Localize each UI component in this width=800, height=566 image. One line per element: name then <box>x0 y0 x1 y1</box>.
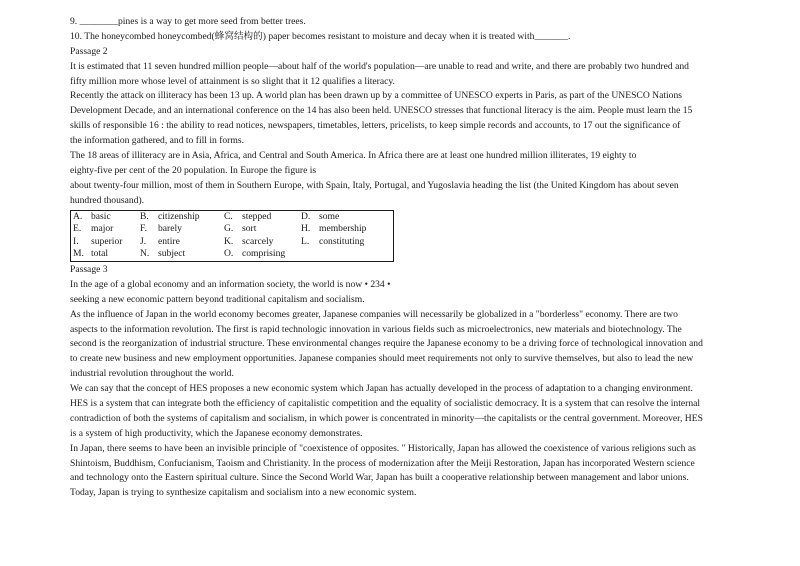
option-letter: G. <box>224 223 234 235</box>
passage-3-text-line: is a system of high productivity, which the Japanese economy demonstrates. <box>70 427 363 439</box>
option-word <box>317 248 394 261</box>
option-word: membership <box>319 223 367 235</box>
option-word: total <box>91 248 109 260</box>
word-bank-table <box>70 210 394 262</box>
word-bank-row <box>71 248 394 261</box>
passage-2-text-line: the information gathered, and to fill in forms. <box>70 135 244 147</box>
option-letter: D. <box>301 210 311 222</box>
word-bank-row <box>71 223 394 236</box>
passage-3-text-line: aspects to the information revolution. The first is rapid technologic innovation in various fields such as microelectronics, new materials and biotechnology. The <box>70 323 682 335</box>
option-word: superior <box>91 235 123 247</box>
passage-2-text-line: eighty-five per cent of the 20 population. In Europe the figure is <box>70 164 317 176</box>
option-word: constituting <box>319 235 365 247</box>
option-letter: F. <box>140 223 147 235</box>
word-bank-row <box>71 236 394 249</box>
passage-3-text-line: We can say that the concept of HES proposes a new economic system which Japan has actually developed in the process of adaptation to a changing environment. <box>70 383 693 395</box>
document-page <box>70 15 738 501</box>
passage-3-text-line: HES is a system that can integrate both the efficiency of capitalistic competition and the equality of socialistic democracy. It is a system that can resolve the internal <box>70 397 701 409</box>
passage-2-text-line: The 18 areas of illiteracy are in Asia, Africa, and Central and South America. In Africa there are at least one hundred million illiterates, 19 eighty to <box>70 150 637 162</box>
passage-3-text-line: Shintoism, Buddhism, Confucianism, Taoism and Christianity. In the process of modernization after the Meiji Restoration, Japan has incorporated Western science <box>70 457 695 469</box>
passage-3-text-line: Today, Japan is trying to synthesize capitalism and socialism into a new economic system. <box>70 487 417 499</box>
passage-3-text-line: contradiction of both the systems of capitalism and socialism, in which power is concentrated in minority—the capitalists or the central government. Moreover, HES <box>70 412 703 424</box>
passage-3-title: Passage 3 <box>70 263 108 275</box>
option-word: citizenship <box>158 210 200 222</box>
option-letter: N. <box>140 248 150 260</box>
option-letter: H. <box>301 223 311 235</box>
option-letter: L. <box>301 235 310 247</box>
passage-2-text-line: It is estimated that 11 seven hundred million people—about half of the world's population—are unable to read and write, and there are probably two hundred and <box>70 60 689 72</box>
option-word: stepped <box>242 210 272 222</box>
option-letter: K. <box>224 235 234 247</box>
option-word: comprising <box>242 248 286 260</box>
passage-2-text-line: Development Decade, and an international conference on the 14 has also been held. UNESCO stresses that functional literacy is the aim. People must learn the 15 <box>70 105 693 117</box>
word-bank-row <box>71 210 394 223</box>
option-word: major <box>91 223 114 235</box>
passage-3-text-line: As the influence of Japan in the world economy becomes greater, Japanese companies will necessarily be globalized in a "borderless" economy. There are two <box>70 308 678 320</box>
passage-3-text-line: second is the reorganization of industrial structure. These environmental changes require the Japanese economy to be a driving force of technological innovation and <box>70 338 703 350</box>
passage-2-text-line: skills of responsible 16 : the ability to read notices, newspapers, timetables, letters, pricelists, to keep simple records and accounts, to 17 out the significance of <box>70 120 681 132</box>
passage-3-text-line: and technology onto the Eastern spiritual culture. Since the Second World War, Japan has built a cooperative relationship between management and labor unions. <box>70 472 689 484</box>
option-letter <box>299 248 317 261</box>
option-word: scarcely <box>242 235 274 247</box>
option-word: barely <box>158 223 182 235</box>
passage-2-text-line: hundred thousand). <box>70 194 145 206</box>
option-letter: I. <box>73 235 79 247</box>
passage-3-text-line: to create new business and new employment opportunities. Japanese companies should meet requirements not only to survive themselves, but also to lead the new <box>70 353 694 365</box>
option-letter: J. <box>140 235 147 247</box>
passage-3-text-line: In Japan, there seems to have been an invisible principle of "coexistence of opposites. " Historically, Japan has allowed the coexistence of various religions such as <box>70 442 696 454</box>
passage-2-text-line: fifty million more whose level of attainment is so slight that it 12 qualifies a literacy. <box>70 75 395 87</box>
option-letter: B. <box>140 210 149 222</box>
option-letter: C. <box>224 210 233 222</box>
question-10: 10. The honeycombed honeycombed(蜂窝结构的) paper becomes resistant to moisture and decay when it is treated with_______. <box>70 30 571 42</box>
passage-2-text-line: Recently the attack on illiteracy has been 13 up. A world plan has been drawn up by a committee of UNESCO experts in Paris, as part of the UNESCO Nations <box>70 90 682 102</box>
passage-2-text-line: about twenty-four million, most of them in Southern Europe, with Spain, Italy, Portugal, and Yugoslavia heading the list (the United Kingdom has about seven <box>70 179 679 191</box>
option-letter: E. <box>73 223 82 235</box>
option-letter: O. <box>224 248 234 260</box>
option-word: sort <box>242 223 257 235</box>
question-9: 9. ________pines is a way to get more seed from better trees. <box>70 16 306 27</box>
option-word: subject <box>158 248 186 260</box>
option-letter: M. <box>73 248 84 260</box>
option-word: entire <box>158 235 180 247</box>
option-word: some <box>319 210 340 222</box>
option-word: basic <box>91 210 111 222</box>
passage-2-title: Passage 2 <box>70 45 108 57</box>
passage-3-text-line: seeking a new economic pattern beyond traditional capitalism and socialism. <box>70 293 365 305</box>
option-letter: A. <box>73 210 83 222</box>
passage-3-text-line: In the age of a global economy and an information society, the world is now • 234 • <box>70 278 391 290</box>
passage-3-text-line: industrial revolution throughout the world. <box>70 368 234 380</box>
